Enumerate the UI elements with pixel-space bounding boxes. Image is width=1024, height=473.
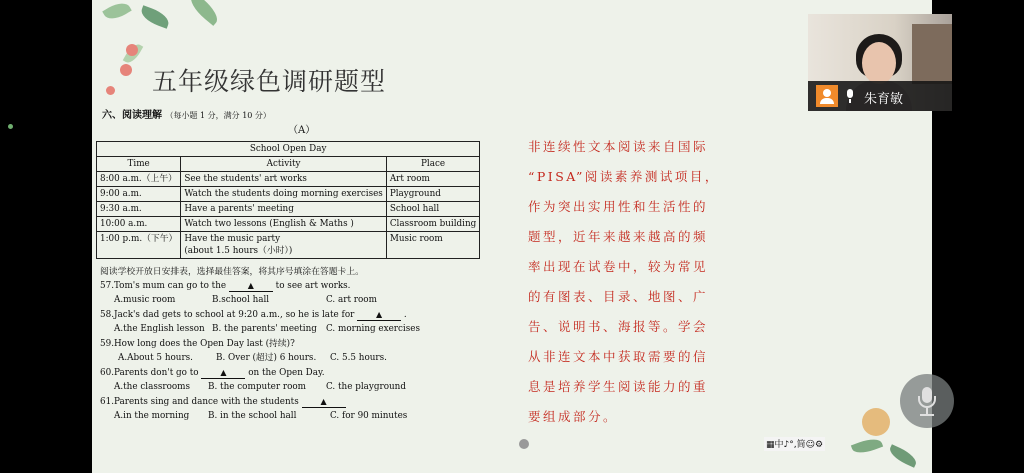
triangle-blank-icon: ▲ [357,310,401,321]
option-a: A.music room [114,295,176,305]
option-c: C. for 90 minutes [330,411,408,421]
table-cell: 9:00 a.m. [97,187,181,202]
question-text: 60.Parents don't go to [100,368,199,378]
table-row [97,187,480,202]
leaf-decoration [102,0,132,24]
commentary-line: 题型，近年来越来越高的频 [528,229,709,244]
exam-document [92,103,492,433]
table-cell [181,232,387,259]
commentary-line: 要组成部分。 [528,409,619,424]
option-c: C. morning exercises [326,324,420,334]
triangle-blank-icon: ▲ [302,397,346,408]
question-stem [100,280,350,292]
flower-decoration [126,44,138,56]
option-b: B. in the school hall [208,411,297,421]
part-label: （A） [288,125,316,136]
slide-title: 五年级绿色调研题型 [152,67,387,96]
table-row [97,232,480,259]
plant-decoration [862,408,890,436]
option-a: A.the classrooms [114,382,191,392]
commentary-line: 息是培养学生阅读能力的重 [528,379,709,394]
flower-decoration [106,86,115,95]
table-cell: 1:00 p.m.（下午） [97,232,181,259]
video-bookshelf [912,24,952,84]
commentary-line: “PISA”阅读素养测试项目， [528,169,720,184]
commentary-line: 告、说明书、海报等。学会 [528,319,709,334]
video-person-face [862,42,896,84]
table-cell: Music room [386,232,479,259]
table-cell: 10:00 a.m. [97,217,181,232]
table-cell-line: Have the music party [184,234,281,244]
table-header-cell: Place [386,157,479,172]
section-heading [102,106,271,121]
option-b: B. Over (超过) 6 hours. [216,353,317,363]
commentary-line: 非连续性文本阅读来自国际 [528,139,709,154]
table-cell: Art room [386,172,479,187]
table-cell: Have a parents' meeting [181,202,387,217]
table-row [97,217,480,232]
participant-name: 朱育敏 [864,92,904,107]
microphone-button-icon[interactable] [900,374,954,428]
commentary-text [528,132,728,432]
option-a: A.in the morning [114,411,190,421]
commentary-line: 从非连文本中获取需要的信 [528,349,709,364]
leaf-decoration [887,444,919,468]
table-cell: Watch the students doing morning exercises [181,187,387,202]
table-row [97,172,480,187]
option-b: B.school hall [212,295,270,305]
table-cell: 8:00 a.m.（上午） [97,172,181,187]
commentary-line: 作为突出实用性和生活性的 [528,199,709,214]
option-a: A.the English lesson [114,324,205,334]
user-avatar-icon [816,85,838,107]
question-text: 59.How long does the Open Day last (持续)? [100,339,295,349]
question-text: . [403,310,407,320]
table-cell-line: (about 1.5 hours（小时）) [184,246,293,256]
option-a: A.About 5 hours. [118,353,193,363]
triangle-blank-icon: ▲ [201,368,245,379]
flower-decoration [120,64,132,76]
window-edge-dot [8,124,13,129]
table-cell: Classroom building [386,217,479,232]
table-cell: 9:30 a.m. [97,202,181,217]
leaf-decoration [139,5,172,28]
commentary-line: 的有图表、目录、地图、广 [528,289,709,304]
slide-progress-dot[interactable] [519,439,529,449]
question-stem [100,396,346,408]
participant-name-bar [808,81,952,111]
question-text: 61.Parents sing and dance with the students [100,397,299,407]
leaf-decoration [186,0,223,26]
microphone-icon-stem [849,99,851,103]
table-cell: School hall [386,202,479,217]
table-header-cell: Activity [181,157,387,172]
table-header-cell: Time [97,157,181,172]
option-b: B. the computer room [208,382,307,392]
option-b: B. the parents' meeting [212,324,317,334]
table-cell: Watch two lessons (English & Maths ) [181,217,387,232]
microphone-icon [847,89,853,98]
question-stem [100,338,295,350]
leaf-decoration [851,435,883,457]
table-title: School Open Day [97,142,480,157]
table-row [97,202,480,217]
question-text: on the Open Day. [248,368,325,378]
triangle-blank-icon: ▲ [229,281,273,292]
schedule-table [96,141,480,259]
instruction-text: 阅读学校开放日安排表，选择最佳答案，将其序号填涂在答题卡上。 [100,267,364,277]
commentary-line: 率出现在试卷中，较为常见 [528,259,709,274]
question-text: 58.Jack's dad gets to school at 9:20 a.m., so he is late for [100,310,355,320]
question-stem [100,367,325,379]
question-text: to see art works. [275,281,351,291]
option-c: C. art room [326,295,377,305]
table-header-row [97,157,480,172]
option-c: C. the playground [326,382,406,392]
question-text: 57.Tom's mum can go to the [100,281,227,291]
section-heading-text: 六、阅读理解 [102,110,162,121]
section-note: （每小题 1 分，满分 10 分） [165,111,271,120]
table-cell: Playground [386,187,479,202]
table-cell: See the students' art works [181,172,387,187]
question-stem [100,309,407,321]
ime-toolbar[interactable]: ▦中♪°,简☺⚙ [764,437,825,451]
option-c: C. 5.5 hours. [330,353,387,363]
